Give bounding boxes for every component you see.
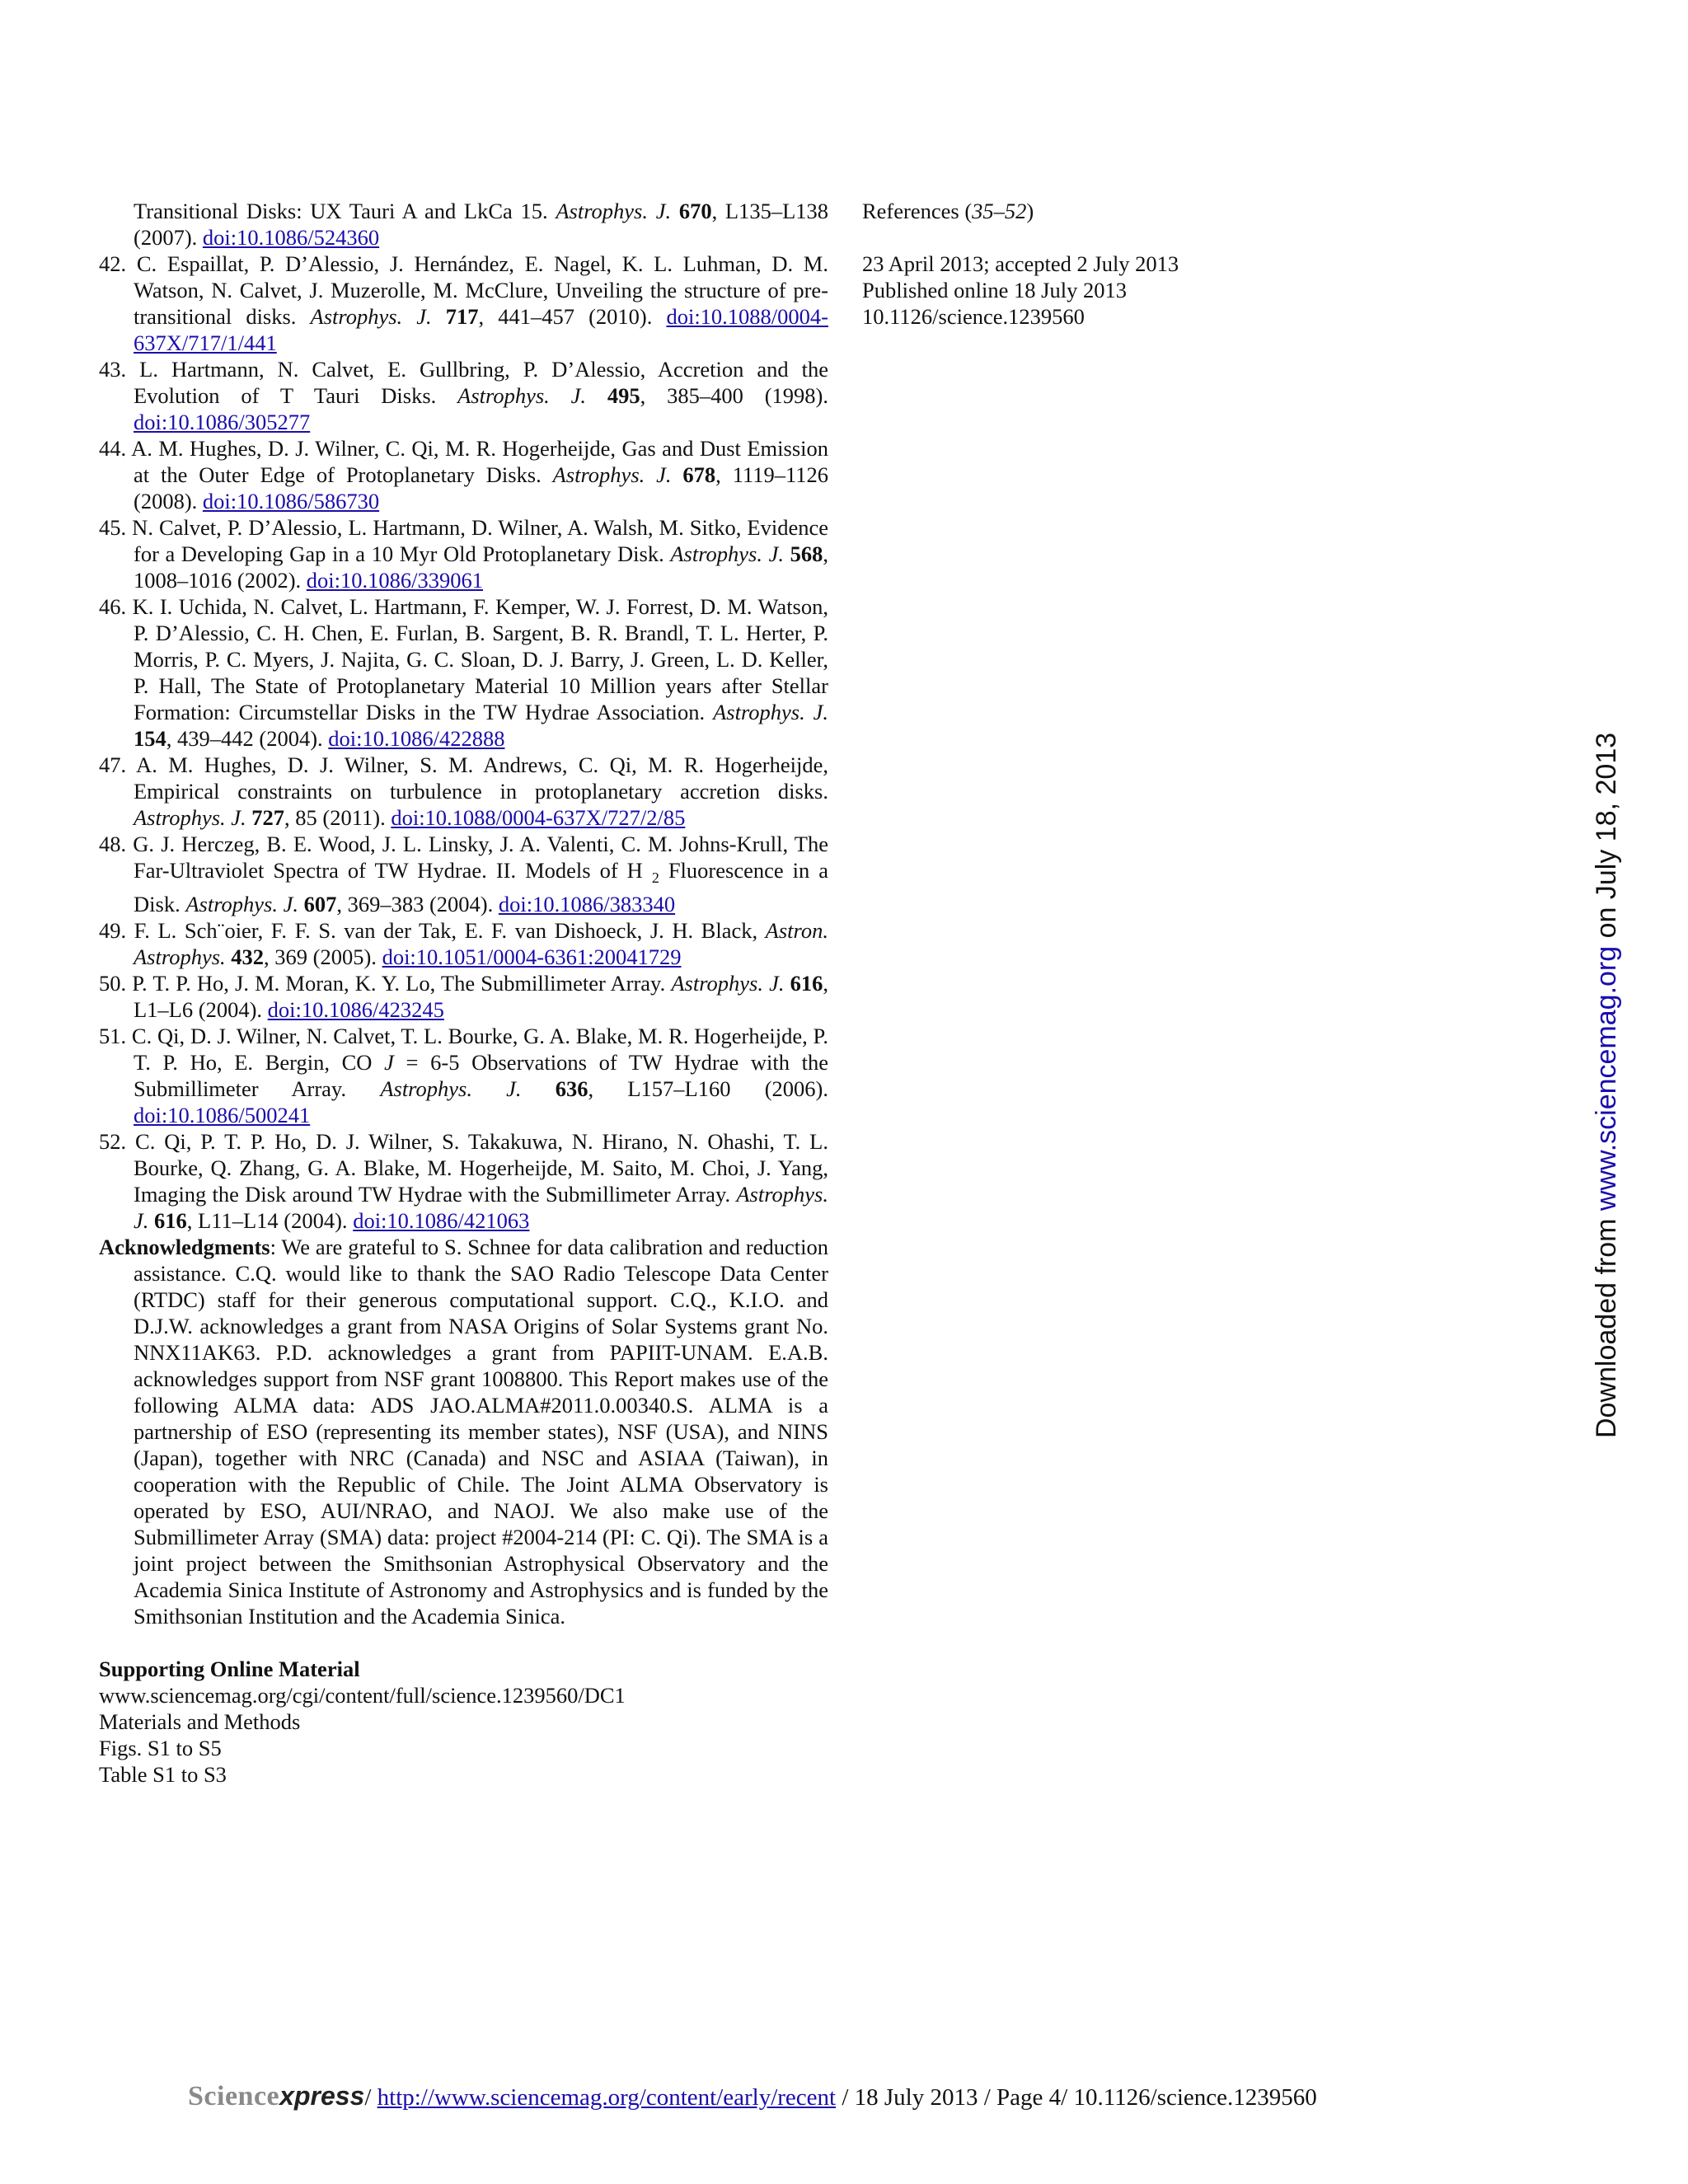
som-line: Figs. S1 to S5 xyxy=(99,1736,222,1760)
reference-item: 52. C. Qi, P. T. P. Ho, D. J. Wilner, S. Takakuwa, N. Hirano, N. Ohashi, T. L. Bourke, Q. Zhang, G. A. Blake, M. Hogerheijde, M. Saito, M. Choi, J. Yang, Imaging the Disk around TW Hydrae with the Submillimeter Array. Astrophys. J. 616, L11–L14 (2004). doi:10.1086/421063 xyxy=(99,1129,828,1233)
doi-link[interactable]: doi:10.1088/0004-637X/727/2/85 xyxy=(391,805,686,830)
published-online-date: Published online 18 July 2013 xyxy=(862,278,1127,302)
reference-item: 48. G. J. Herczeg, B. E. Wood, J. L. Linsky, J. A. Valenti, C. M. Johns-Krull, The Far-Ultraviolet Spectra of TW Hydrae. II. Models of H $_2$ Fluorescence in a Disk. Astrophys. J. 607, 369–383 (2004). doi:10.1086/383340 xyxy=(99,832,828,916)
express-logo: xpress xyxy=(279,2081,365,2111)
reference-item: 43. L. Hartmann, N. Calvet, E. Gullbring, P. D’Alessio, Accretion and the Evolution of T Tauri Disks. Astrophys. J. 495, 385–400 (1998). doi:10.1086/305277 xyxy=(99,357,829,434)
som-line: www.sciencemag.org/cgi/content/full/science.1239560/DC1 xyxy=(99,1683,626,1708)
doi-link[interactable]: doi:10.1086/339061 xyxy=(306,568,483,593)
right-column xyxy=(862,198,1291,330)
reference-item: 51. C. Qi, D. J. Wilner, N. Calvet, T. L. Bourke, G. A. Blake, M. R. Hogerheijde, P. T. P. Ho, E. Bergin, CO J = 6-5 Observations of TW Hydrae with the Submillimeter Array. Astrophys. J. 636, L157–L160 (2006). doi:10.1086/500241 xyxy=(99,1024,828,1127)
reference-list xyxy=(99,198,828,1788)
doi-link[interactable]: doi:10.1086/421063 xyxy=(353,1208,530,1233)
doi-link[interactable]: doi:10.1088/0004-637X/717/1/441 xyxy=(134,304,828,355)
supporting-online-material xyxy=(99,1656,828,1788)
references-note: References (35–52) xyxy=(862,199,1034,223)
doi-link[interactable]: doi:10.1086/500241 xyxy=(134,1103,311,1127)
som-title: Supporting Online Material xyxy=(99,1657,360,1681)
footer-details: / 18 July 2013 / Page 4/ 10.1126/science.1239560 xyxy=(836,2084,1317,2111)
science-logo: Science xyxy=(188,2081,280,2111)
reference-item: 49. F. L. Sch¨oier, F. F. S. van der Tak, E. F. van Dishoeck, J. H. Black, Astron. Astrophys. 432, 369 (2005). doi:10.1051/0004-6361:20041729 xyxy=(99,918,828,969)
download-banner: Downloaded from www.sciencemag.org on July 18, 2013 xyxy=(1591,732,1622,1438)
references-range: 35–52 xyxy=(972,199,1027,223)
doi-link[interactable]: doi:10.1086/422888 xyxy=(328,726,505,751)
doi-link[interactable]: doi:10.1086/423245 xyxy=(267,997,444,1022)
som-line: Materials and Methods xyxy=(99,1709,301,1734)
som-line: Table S1 to S3 xyxy=(99,1762,227,1787)
sciencemag-link[interactable]: www.sciencemag.org xyxy=(1591,945,1622,1212)
reference-item: 44. A. M. Hughes, D. J. Wilner, C. Qi, M. R. Hogerheijde, Gas and Dust Emission at the Outer Edge of Protoplanetary Disks. Astrophys. J. 678, 1119–1126 (2008). doi:10.1086/586730 xyxy=(99,436,828,513)
acknowledgments-label: Acknowledgments xyxy=(99,1235,270,1259)
doi-link[interactable]: doi:10.1086/305277 xyxy=(134,410,311,434)
doi-text: 10.1126/science.1239560 xyxy=(862,304,1085,329)
received-accepted-date: 23 April 2013; accepted 2 July 2013 xyxy=(862,251,1179,276)
reference-item: 50. P. T. P. Ho, J. M. Moran, K. Y. Lo, The Submillimeter Array. Astrophys. J. 616, L1–L6 (2004). doi:10.1086/423245 xyxy=(99,971,829,1022)
reference-item: 42. C. Espaillat, P. D’Alessio, J. Hernández, E. Nagel, K. L. Luhman, D. M. Watson, N. Calvet, J. Muzerolle, M. McClure, Unveiling the structure of pre-transitional disks. Astrophys. J. 717, 441–457 (2010). doi:10.1088/0004-637X/717/1/441 xyxy=(99,251,828,355)
reference-item: 47. A. M. Hughes, D. J. Wilner, S. M. Andrews, C. Qi, M. R. Hogerheijde, Empirical constraints on turbulence in protoplanetary accretion disks. Astrophys. J. 727, 85 (2011). doi:10.1088/0004-637X/727/2/85 xyxy=(99,752,828,830)
doi-link[interactable]: doi:10.1086/383340 xyxy=(498,892,676,916)
page-footer: Sciencexpress/ http://www.sciencemag.org/content/early/recent / 18 July 2013 / Page 4/ 10.1126/science.1239560 xyxy=(188,2081,1317,2111)
reference-item: Transitional Disks: UX Tauri A and LkCa 15. Astrophys. J. 670, L135–L138 (2007). doi:10.1086/524360 xyxy=(134,199,829,250)
reference-item: 46. K. I. Uchida, N. Calvet, L. Hartmann, F. Kemper, W. J. Forrest, D. M. Watson, P. D’Alessio, C. H. Chen, E. Furlan, B. Sargent, B. R. Brandl, T. L. Herter, P. Morris, P. C. Myers, J. Najita, G. C. Sloan, D. J. Barry, J. Green, L. D. Keller, P. Hall, The State of Protoplanetary Material 10 Million years after Stellar Formation: Circumstellar Disks in the TW Hydrae Association. Astrophys. J. 154, 439–442 (2004). doi:10.1086/422888 xyxy=(99,594,829,751)
reference-item: 45. N. Calvet, P. D’Alessio, L. Hartmann, D. Wilner, A. Walsh, M. Sitko, Evidence for a Developing Gap in a 10 Myr Old Protoplanetary Disk. Astrophys. J. 568, 1008–1016 (2002). doi:10.1086/339061 xyxy=(99,515,829,593)
acknowledgments: Acknowledgments: We are grateful to S. Schnee for data calibration and reduction assistance. C.Q. would like to thank the SAO Radio Telescope Data Center (RTDC) staff for their generous computational support. C.Q., K.I.O. and D.J.W. acknowledges a grant from NASA Origins of Solar Systems grant No. NNX11AK63. P.D. acknowledges a grant from PAPIIT-UNAM. E.A.B. acknowledges support from NSF grant 1008800. This Report makes use of the following ALMA data: ADS JAO.ALMA#2011.0.00340.S. ALMA is a partnership of ESO (representing its member states), NSF (USA), and NINS (Japan), together with NRC (Canada) and NSC and ASIAA (Taiwan), in cooperation with the Republic of Chile. The Joint ALMA Observatory is operated by ESO, AUI/NRAO, and NAOJ. We also make use of the Submillimeter Array (SMA) data: project #2004-214 (PI: C. Qi). The SMA is a joint project between the Smithsonian Astrophysical Observatory and the Academia Sinica Institute of Astronomy and Astrophysics and is funded by the Smithsonian Institution and the Academia Sinica. xyxy=(99,1235,828,1629)
footer-url-link[interactable]: http://www.sciencemag.org/content/early/recent xyxy=(377,2084,837,2111)
doi-link[interactable]: doi:10.1086/586730 xyxy=(202,489,380,513)
doi-link[interactable]: doi:10.1086/524360 xyxy=(202,225,380,250)
doi-link[interactable]: doi:10.1051/0004-6361:20041729 xyxy=(382,944,682,969)
